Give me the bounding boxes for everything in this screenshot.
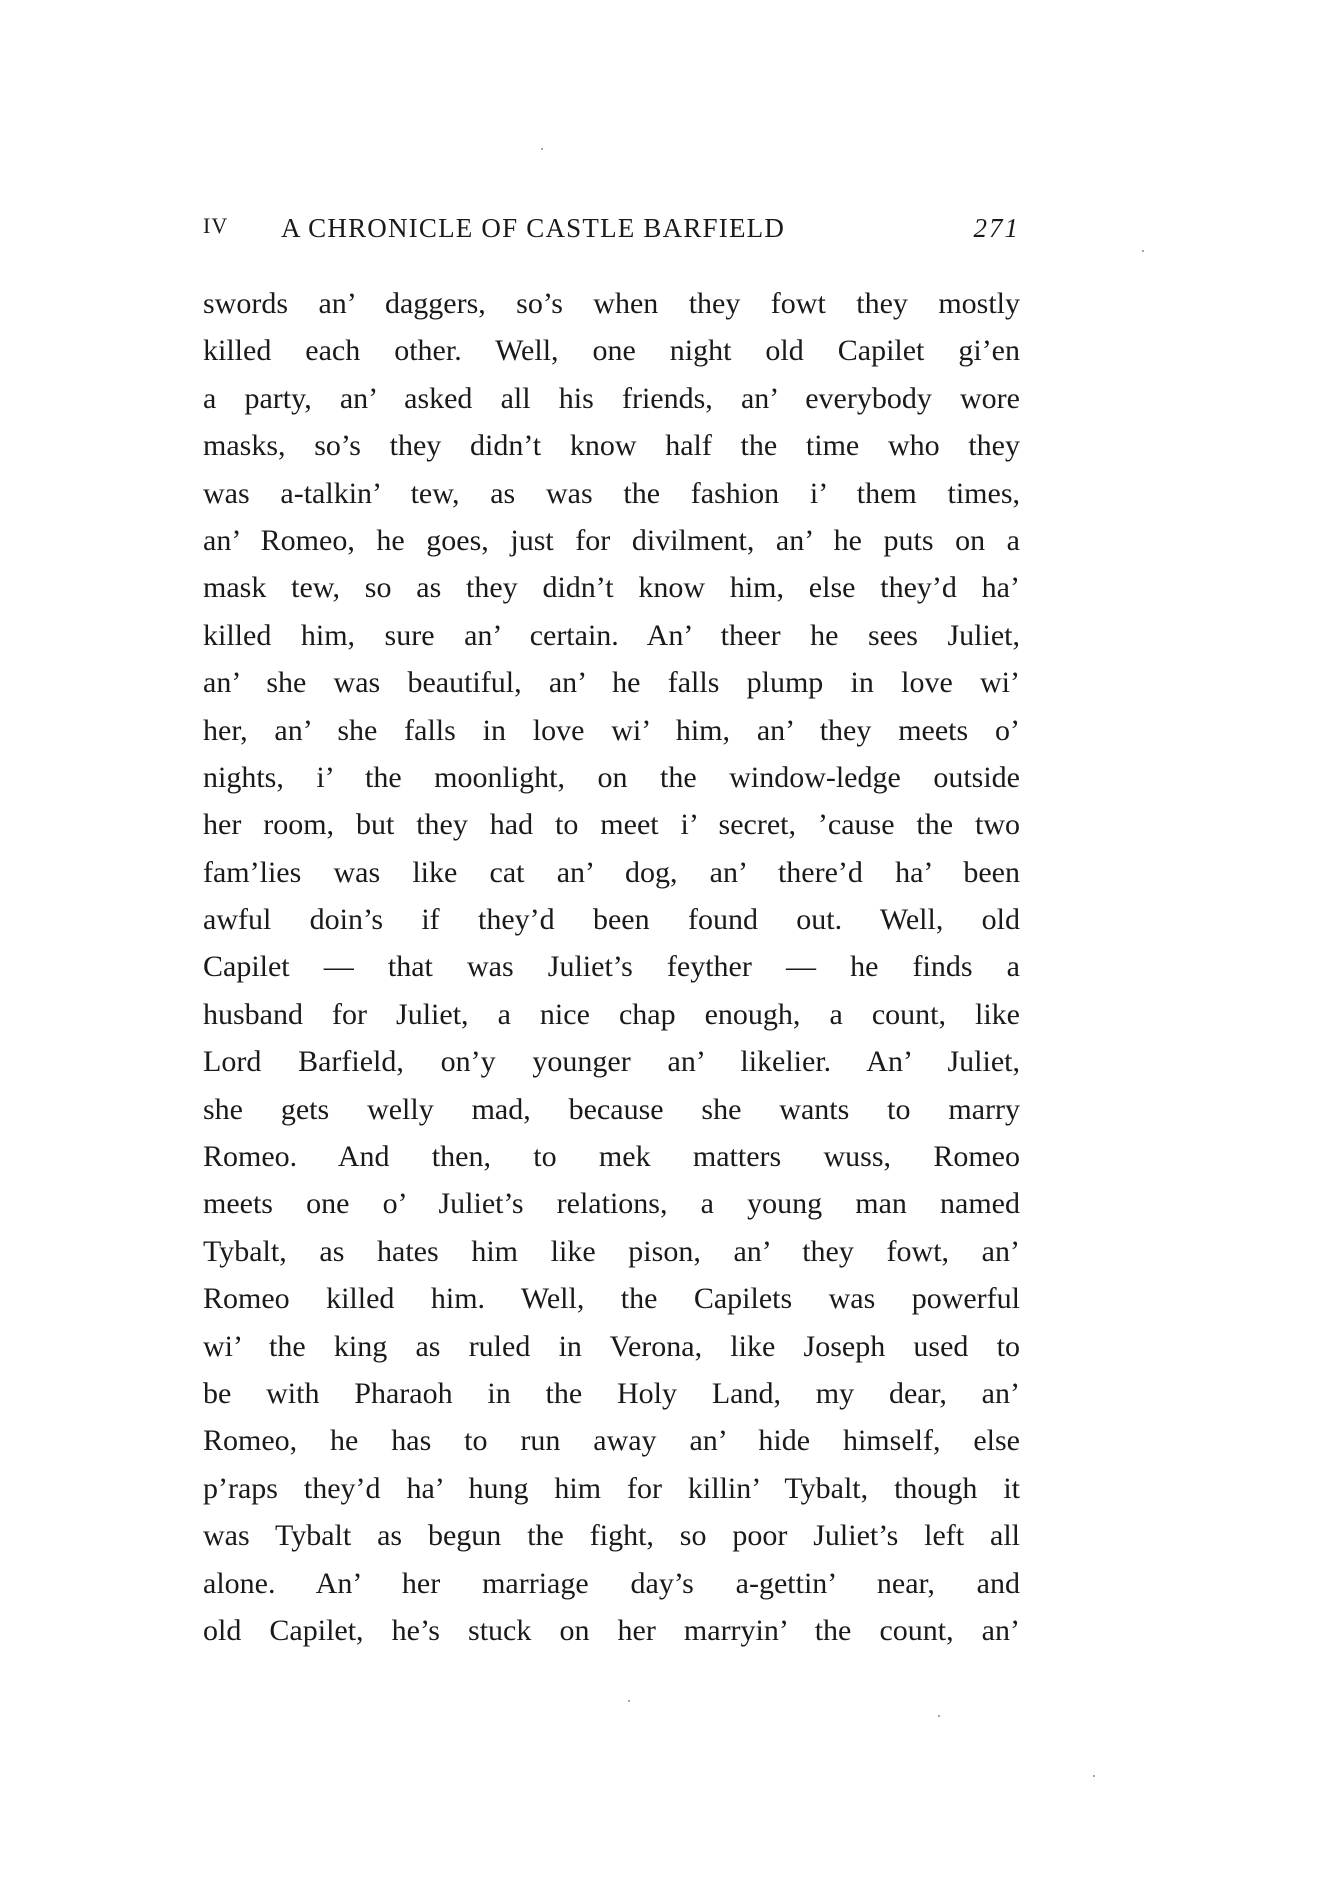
text-line: masks, so’s they didn’t know half the time who they — [203, 429, 1020, 463]
paper-speck — [541, 148, 543, 150]
text-line: Romeo, he has to run away an’ hide himself, else — [203, 1424, 1020, 1458]
running-title: A CHRONICLE OF CASTLE BARFIELD — [281, 213, 786, 243]
text-line: nights, i’ the moonlight, on the window-ledge outside — [203, 760, 1020, 794]
text-line: swords an’ daggers, so’s when they fowt they mostly — [203, 287, 1020, 320]
text-line: alone. An’ her marriage day’s a-gettin’ near, and — [203, 1566, 1020, 1600]
text-line: an’ she was beautiful, an’ he falls plump in love wi’ — [203, 666, 1020, 700]
text-line: Tybalt, as hates him like pison, an’ they fowt, an’ — [203, 1234, 1020, 1268]
text-line: Romeo killed him. Well, the Capilets was powerful — [203, 1282, 1020, 1316]
text-line: Capilet — that was Juliet’s feyther — he finds a — [203, 950, 1020, 984]
text-line: her room, but they had to meet i’ secret, ’cause the two — [203, 808, 1020, 842]
text-line: an’ Romeo, he goes, just for divilment, an’ he puts on a — [203, 523, 1020, 557]
text-line: a party, an’ asked all his friends, an’ everybody wore — [203, 381, 1020, 415]
text-line: awful doin’s if they’d been found out. Well, old — [203, 903, 1020, 937]
text-line: was Tybalt as begun the fight, so poor Juliet’s left all — [203, 1519, 1020, 1553]
text-line: killed him, sure an’ certain. An’ theer he sees Juliet, — [203, 618, 1020, 652]
text-line: meets one o’ Juliet’s relations, a young man named — [203, 1187, 1020, 1221]
running-head — [203, 213, 1020, 253]
paper-speck — [1142, 250, 1144, 252]
text-line: fam’lies was like cat an’ dog, an’ there’d ha’ been — [203, 855, 1020, 889]
page-number: 271 — [973, 213, 1020, 243]
text-line: Romeo. And then, to mek matters wuss, Romeo — [203, 1140, 1020, 1174]
text-line: be with Pharaoh in the Holy Land, my dear, an’ — [203, 1376, 1020, 1410]
text-line: husband for Juliet, a nice chap enough, a count, like — [203, 997, 1020, 1031]
text-line: her, an’ she falls in love wi’ him, an’ they meets o’ — [203, 713, 1020, 747]
text-line: Lord Barfield, on’y younger an’ likelier. An’ Juliet, — [203, 1045, 1020, 1079]
text-line: mask tew, so as they didn’t know him, else they’d ha’ — [203, 571, 1020, 605]
paper-speck — [938, 1715, 940, 1717]
text-line: p’raps they’d ha’ hung him for killin’ Tybalt, though it — [203, 1471, 1020, 1505]
text-line: wi’ the king as ruled in Verona, like Joseph used to — [203, 1329, 1020, 1363]
text-line: was a-talkin’ tew, as was the fashion i’ them times, — [203, 476, 1020, 510]
text-line: killed each other. Well, one night old Capilet gi’en — [203, 334, 1020, 368]
section-number: IV — [203, 213, 229, 238]
text-line: she gets welly mad, because she wants to marry — [203, 1092, 1020, 1126]
paper-speck — [628, 1700, 630, 1702]
text-line: old Capilet, he’s stuck on her marryin’ the count, an’ — [203, 1613, 1020, 1647]
body-text — [203, 280, 1020, 1654]
paper-speck — [1093, 1775, 1095, 1777]
